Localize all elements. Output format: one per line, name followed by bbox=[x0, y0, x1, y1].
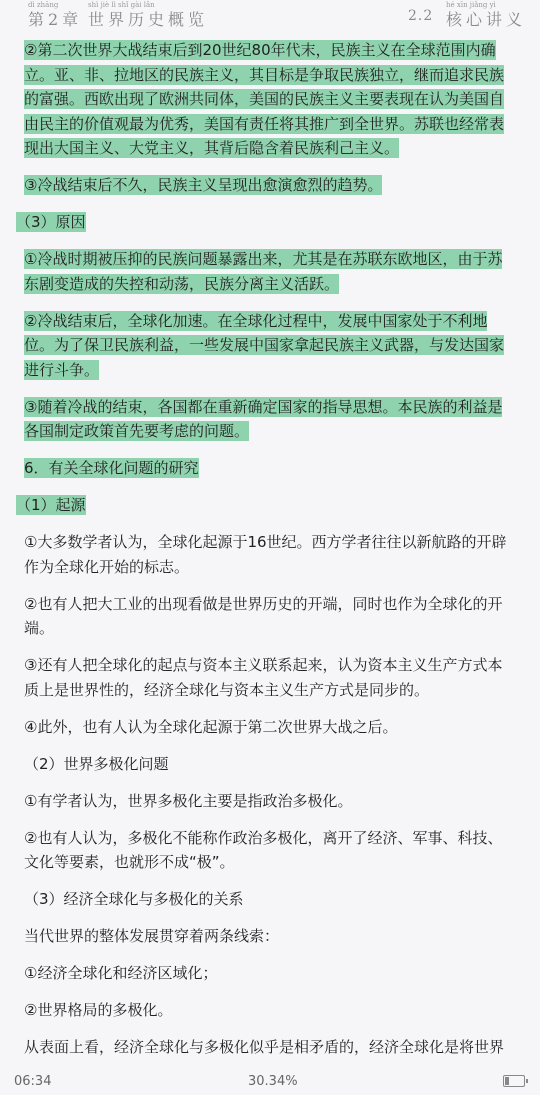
paragraph-text: ③还有人把全球化的起点与资本主义联系起来，认为资本主义生产方式本质上是世界性的，经济全球化与资本主义生产方式是同步的。 bbox=[24, 656, 503, 699]
paragraph-text: ②也有人把大工业的出现看做是世界历史的开端，同时也作为全球化的开端。 bbox=[24, 594, 503, 637]
paragraph bbox=[24, 173, 510, 198]
chapter-text: 第2章 bbox=[28, 10, 83, 29]
highlighted-text: ③随着冷战的结束，各国都在重新确定国家的指导思想。本民族的利益是各国制定政策首先要考虑的问题。 bbox=[24, 397, 503, 440]
highlighted-text: ②第二次世界大战结束后到20世纪80年代末，民族主义在全球范围内确立。亚、非、拉地区的民族主义，其目标是争取民族独立，继而追求民族的富强。西欧出现了欧洲共同体，美国的民族主义主要表现在认为美国自由民主的价值观最为优秀，美国有责任将其推广到全世界。苏联也经常表现出大国主义、大党主义，其背后隐含着民族利己主义。 bbox=[24, 41, 505, 157]
battery-icon bbox=[503, 1075, 525, 1087]
paragraph bbox=[24, 789, 510, 814]
clock-time: 06:34 bbox=[14, 1074, 52, 1089]
highlighted-text: （3）原因 bbox=[16, 213, 86, 231]
paragraph bbox=[24, 38, 510, 161]
paragraph bbox=[24, 530, 510, 579]
highlighted-text: ②冷战结束后，全球化加速。在全球化过程中，发展中国家处于不利地位。为了保卫民族利益，一些发展中国家拿起民族主义武器，与发达国家进行斗争。 bbox=[24, 311, 505, 379]
paragraph bbox=[24, 752, 510, 777]
page-header: dì zhāng 第2章 shì jiè lì shǐ gài lǎn 世界历史概览 2.2 hé xīn jiǎng yì 核心讲义 bbox=[28, 1, 527, 29]
paragraph-text: ②世界格局的多极化。 bbox=[24, 1001, 173, 1019]
paragraph-text: ①经济全球化和经济区域化； bbox=[24, 964, 218, 982]
paragraph bbox=[24, 1035, 510, 1060]
paragraph-text: ②也有人认为，多极化不能称作政治多极化，离开了经济、军事、科技、文化等要素，也就形不成“极”。 bbox=[24, 828, 503, 871]
paragraph bbox=[24, 395, 510, 444]
paragraph-text: （3）经济全球化与多极化的关系 bbox=[24, 890, 244, 908]
section-text: 核心讲义 bbox=[446, 10, 527, 29]
paragraph bbox=[24, 715, 510, 740]
paragraph bbox=[24, 826, 510, 875]
highlighted-text: （1）起源 bbox=[16, 496, 86, 514]
paragraph-text: ①大多数学者认为，全球化起源于16世纪。西方学者往往以新航路的开辟作为全球化开始的标志。 bbox=[24, 533, 507, 576]
paragraph bbox=[24, 924, 510, 949]
paragraph bbox=[24, 247, 510, 296]
book-text: 世界历史概览 bbox=[88, 10, 209, 29]
paragraph-text: （2）世界多极化问题 bbox=[24, 754, 169, 773]
highlighted-text: ③冷战结束后不久，民族主义呈现出愈演愈烈的趋势。 bbox=[24, 176, 383, 194]
paragraph bbox=[24, 653, 510, 702]
paragraph bbox=[24, 961, 510, 986]
paragraph-text: ④此外，也有人认为全球化起源于第二次世界大战之后。 bbox=[24, 717, 398, 736]
paragraph bbox=[24, 887, 510, 912]
reading-progress: 30.34% bbox=[248, 1074, 298, 1089]
paragraph-text: ①有学者认为，世界多极化主要是指政治多极化。 bbox=[24, 791, 353, 810]
paragraph bbox=[24, 456, 510, 481]
highlighted-text: ①冷战时期被压抑的民族问题暴露出来，尤其是在苏联东欧地区，由于苏东剧变造成的失控和动荡，民族分离主义活跃。 bbox=[24, 250, 503, 293]
section-heading bbox=[16, 493, 510, 518]
status-footer bbox=[0, 1068, 540, 1095]
section-heading bbox=[16, 210, 510, 235]
paragraph bbox=[24, 998, 510, 1023]
reader-content[interactable] bbox=[16, 38, 510, 1072]
paragraph-text: 从表面上看，经济全球化与多极化似乎是相矛盾的，经济全球化是将世界 bbox=[24, 1038, 505, 1056]
paragraph-text: 当代世界的整体发展贯穿着两条线索： bbox=[24, 927, 280, 945]
paragraph bbox=[24, 592, 510, 641]
paragraph bbox=[24, 309, 510, 383]
highlighted-text: 6．有关全球化问题的研究 bbox=[24, 459, 199, 477]
